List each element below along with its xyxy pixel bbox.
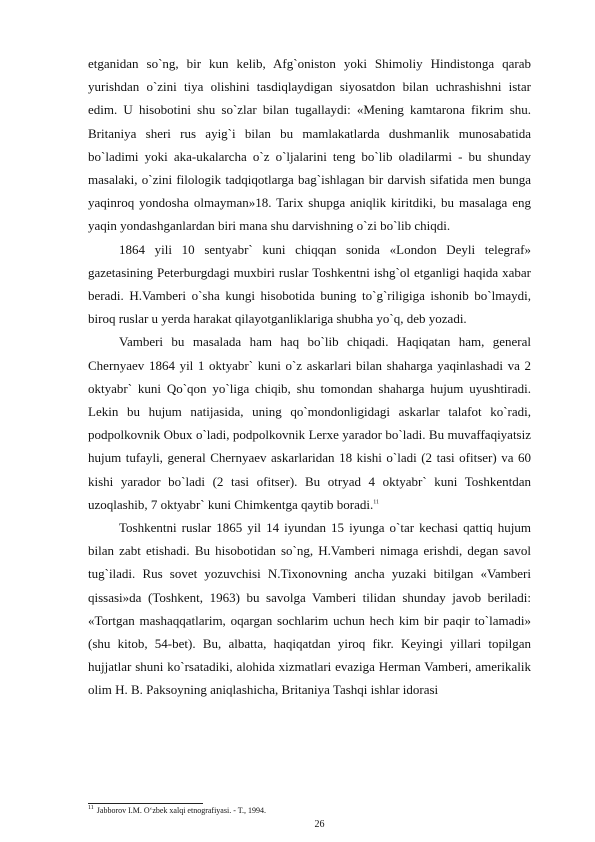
footnote <box>88 806 531 816</box>
document-body <box>88 52 531 702</box>
footnote-reference: 11 <box>373 499 380 506</box>
paragraph-1: etganidan so`ng, bir kun kelib, Afg`oniston yoki Shimoliy Hindistonga qarab yurishdan o`zini tiya olishini tasdiqlaydigan siyosatdon bilan uchrashishni istar edim. U hisobotini shu so`zlar bilan tugallaydi: «Mening kamtarona fikrim shu. Britaniya sheri rus ayig`i bilan bu mamlakatlarda dushmanlik munosabatida bo`ladimi yoki aka-ukalarcha o`z o`ljalarini teng bo`lib oladilarmi - bu shunday masalaki, o`zini filologik tadqiqotlarga bag`ishlagan bir darvish sifatida men bunga yaqinroq yondosha olmayman»18. Tarix shupga aniqlik kiritdiki, bu masalaga eng yaqin yondashganlardan biri mana shu darvishning o`zi bo`lib chiqdi. <box>88 56 531 234</box>
paragraph-3-text: Vamberi bu masalada ham haq bo`lib chiqadi. Haqiqatan ham, general Chernyaev 1864 yil 1 oktyabr` kuni o`z askarlari bilan shaharga yaqinlashadi va 2 oktyabr` kuni Qo`qon yo`liga chiqib, shu tomondan shaharga hujum uyushtiradi. Lekin bu hujum natijasida, uning qo`mondonligidagi askarlar talafot ko`radi, podpolkovnik Obux o`ladi, podpolkovnik Lerxe yarador bo`ladi. Bu muvaffaqiyatsiz hujum tufayli, general Chernyaev askarlaridan 18 kishi o`ladi (2 tasi ofitser) va 60 kishi yarador bo`ladi (2 tasi ofitser). Bu otryad 4 oktyabr` kuni Toshkentdan uzoqlashib, 7 oktyabr` kuni Chimkentga qaytib boradi. <box>88 334 531 512</box>
footnote-number: 11 <box>88 805 94 812</box>
paragraph-4: Toshkentni ruslar 1865 yil 14 iyundan 15 iyunga o`tar kechasi qattiq hujum bilan zabt etishadi. Bu hisobotidan so`ng, H.Vamberi nimaga erishdi, degan savol tug`iladi. Rus sovet yozuvchisi N.Tixonovning ancha yuzaki bitilgan «Vamberi qissasi»da (Toshkent, 1963) bu savolga Vamberi tilidan shunday javob beriladi: «Tortgan mashaqqatlarim, oqargan sochlarim uchun hech kim bir paqir to`lamadi» (shu kitob, 54-bet). Bu, albatta, haqiqatdan yiroq fikr. Keyingi yillari topilgan hujjatlar shuni ko`rsatadiki, alohida xizmatlari evaziga Herman Vamberi, amerikalik olim H. B. Paksoyning aniqlashicha, Britaniya Tashqi ishlar idorasi <box>88 520 531 698</box>
paragraph-2: 1864 yili 10 sentyabr` kuni chiqqan sonida «London Deyli telegraf» gazetasining Peterburgdagi muxbiri ruslar Toshkentni ishg`ol etganligi haqida xabar beradi. H.Vamberi o`sha kungi hisobotida buning to`g`riligiga ishonib bo`lmaydi, biroq ruslar u yerda harakat qilayotganliklariga shubha yo`q, deb yozadi. <box>88 241 531 327</box>
paragraph-3 <box>88 330 531 516</box>
footnote-separator <box>88 803 203 804</box>
page-number: 26 <box>314 819 325 830</box>
footnote-text: Jabborov I.M. O‘zbek xalqi etnografiyasi. - T., 1994. <box>96 806 266 815</box>
